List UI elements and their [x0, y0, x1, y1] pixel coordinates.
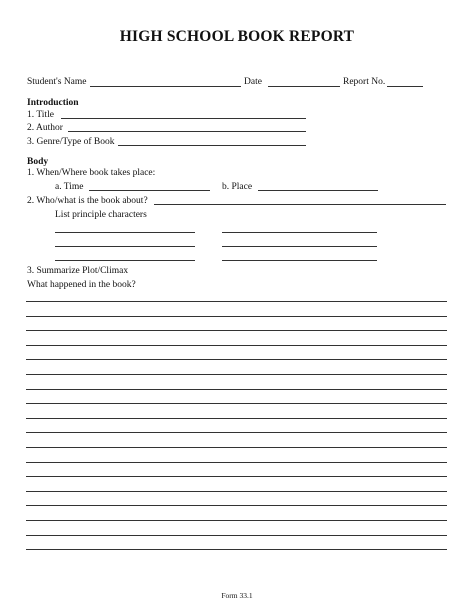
writing-line[interactable]: [26, 535, 447, 536]
writing-line[interactable]: [26, 301, 447, 302]
character-line[interactable]: [222, 260, 377, 261]
writing-line[interactable]: [26, 374, 447, 375]
writing-line[interactable]: [26, 491, 447, 492]
characters-label: List principle characters: [55, 210, 147, 220]
student-name-field[interactable]: [90, 86, 241, 87]
writing-line[interactable]: [26, 330, 447, 331]
writing-line[interactable]: [26, 389, 447, 390]
date-label: Date: [244, 77, 262, 87]
title-label: 1. Title: [27, 110, 54, 120]
time-field[interactable]: [89, 190, 210, 191]
writing-line[interactable]: [26, 505, 447, 506]
character-line[interactable]: [55, 246, 195, 247]
writing-line[interactable]: [26, 359, 447, 360]
writing-line[interactable]: [26, 432, 447, 433]
writing-line[interactable]: [26, 403, 447, 404]
character-line[interactable]: [222, 246, 377, 247]
character-line[interactable]: [55, 232, 195, 233]
genre-label: 3. Genre/Type of Book: [27, 137, 115, 147]
when-where-label: 1. When/Where book takes place:: [27, 168, 156, 178]
report-no-label: Report No.: [343, 77, 386, 87]
student-name-label: Student's Name: [27, 77, 87, 87]
place-field[interactable]: [258, 190, 378, 191]
writing-line[interactable]: [26, 316, 447, 317]
writing-line[interactable]: [26, 418, 447, 419]
about-label: 2. Who/what is the book about?: [27, 196, 148, 206]
place-label: b. Place: [222, 182, 253, 192]
date-field[interactable]: [268, 86, 340, 87]
title-field[interactable]: [61, 118, 306, 119]
body-heading: Body: [27, 157, 49, 167]
genre-field[interactable]: [118, 145, 306, 146]
author-label: 2. Author: [27, 123, 63, 133]
writing-line[interactable]: [26, 447, 447, 448]
writing-line[interactable]: [26, 462, 447, 463]
about-field[interactable]: [154, 204, 446, 205]
character-line[interactable]: [55, 260, 195, 261]
writing-line[interactable]: [26, 520, 447, 521]
report-no-field[interactable]: [387, 86, 423, 87]
writing-line[interactable]: [26, 345, 447, 346]
summarize-label: 3. Summarize Plot/Climax: [27, 266, 129, 276]
what-happened-label: What happened in the book?: [27, 280, 136, 290]
writing-line[interactable]: [26, 476, 447, 477]
introduction-heading: Introduction: [27, 98, 79, 108]
writing-line[interactable]: [26, 549, 447, 550]
author-field[interactable]: [68, 131, 306, 132]
form-number: Form 33.1: [221, 591, 253, 600]
time-label: a. Time: [55, 182, 84, 192]
page-title: HIGH SCHOOL BOOK REPORT: [119, 28, 355, 45]
character-line[interactable]: [222, 232, 377, 233]
